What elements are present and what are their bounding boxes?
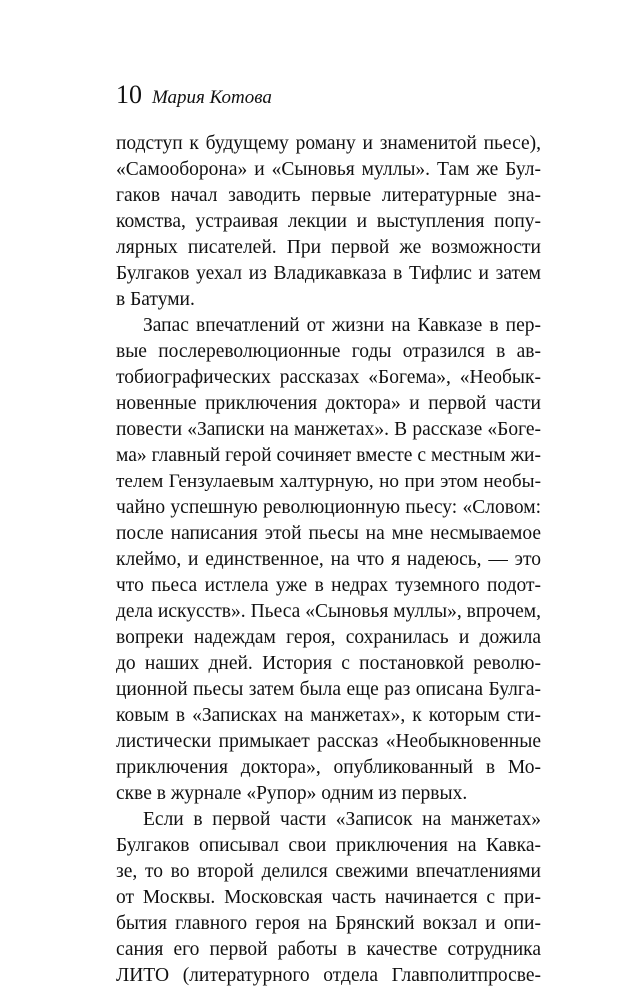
running-head-author: Мария Котова bbox=[152, 87, 272, 108]
text-line: гаков начал заводить первые литературные зна- bbox=[116, 185, 541, 206]
text-line: клеймо, и единственное, на что я надеюсь, — это bbox=[116, 549, 541, 570]
text-line: сания его первой работы в качестве сотрудника bbox=[116, 939, 541, 960]
text-line: повести «Записки на манжетах». В рассказе «Боге- bbox=[116, 419, 541, 440]
text-line: в Батуми. bbox=[116, 289, 195, 310]
text-line: ционной пьесы затем была еще раз описана Булга- bbox=[116, 679, 541, 700]
text-line: после написания этой пьесы на мне несмываемое bbox=[116, 523, 541, 544]
text-line: тобиографических рассказах «Богема», «Необык- bbox=[116, 367, 541, 388]
text-line: скве в журнале «Рупор» одним из первых. bbox=[116, 783, 468, 804]
paragraph-first-line: Запас впечатлений от жизни на Кавказе в пер- bbox=[143, 315, 541, 336]
text-line: Булгаков описывал свои приключения на Кавка- bbox=[116, 835, 541, 856]
text-line: лярных писателей. При первой же возможности bbox=[116, 237, 541, 258]
text-line: чайно успешную революционную пьесу: «Словом: bbox=[116, 497, 541, 518]
text-line: ЛИТО (литературного отдела Главполитпросве- bbox=[116, 965, 541, 986]
paragraph-first-line: Если в первой части «Записок на манжетах» bbox=[143, 809, 541, 830]
text-line: до наших дней. История с постановкой револю- bbox=[116, 653, 541, 674]
text-line: Булгаков уехал из Владикавказа в Тифлис и затем bbox=[116, 263, 541, 284]
text-line: ма» главный герой сочиняет вместе с местным жи- bbox=[116, 445, 541, 466]
text-line: приключения доктора», опубликованный в Мо- bbox=[116, 757, 541, 778]
page-number: 10 bbox=[116, 80, 142, 109]
text-line: подступ к будущему роману и знаменитой пьесе), bbox=[116, 133, 541, 154]
text-line: ковым в «Записках на манжетах», к которым сти- bbox=[116, 705, 541, 726]
text-line: «Самооборона» и «Сыновья муллы». Там же Бул- bbox=[116, 159, 541, 180]
text-line: бытия главного героя на Брянский вокзал и опи- bbox=[116, 913, 541, 934]
text-line: от Москвы. Московская часть начинается с при- bbox=[116, 887, 541, 908]
text-line: комства, устраивая лекции и выступления попу- bbox=[116, 211, 541, 232]
page-header bbox=[116, 82, 272, 118]
text-line: новенные приключения доктора» и первой части bbox=[116, 393, 541, 414]
text-line: зе, то во второй делился свежими впечатлениями bbox=[116, 861, 541, 882]
text-line: листически примыкает рассказ «Необыкновенные bbox=[116, 731, 541, 752]
text-line: телем Гензулаевым халтурную, но при этом необы- bbox=[116, 471, 541, 492]
text-line: вые послереволюционные годы отразился в ав- bbox=[116, 341, 541, 362]
text-line: вопреки надеждам героя, сохранилась и дожила bbox=[116, 627, 541, 648]
text-line: что пьеса истлела уже в недрах туземного подот- bbox=[116, 575, 541, 596]
text-line: дела искусств». Пьеса «Сыновья муллы», впрочем, bbox=[116, 601, 541, 622]
